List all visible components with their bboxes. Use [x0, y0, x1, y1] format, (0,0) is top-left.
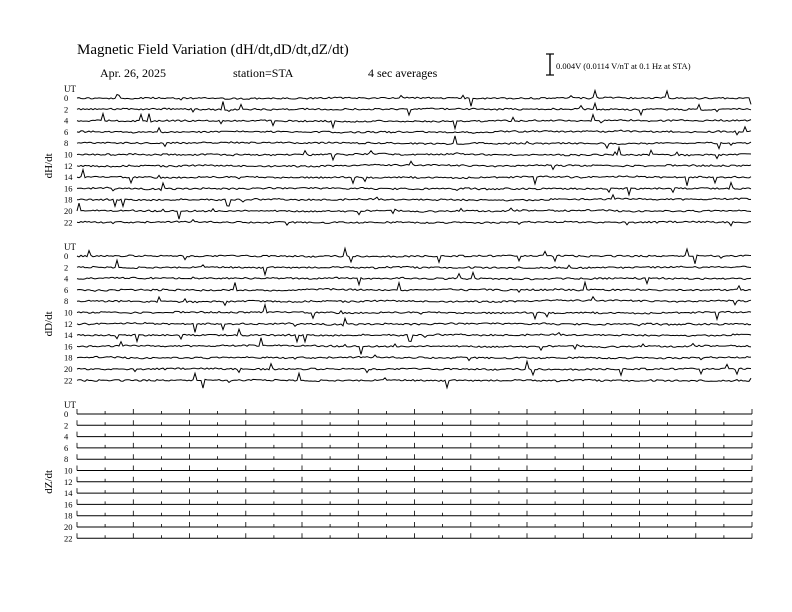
hour-ticks — [77, 488, 752, 493]
hour-ticks — [77, 522, 752, 527]
hour-label: 18 — [64, 194, 73, 205]
trace-line — [77, 127, 751, 135]
hour-label: 4 — [64, 431, 69, 442]
trace-line — [77, 136, 751, 149]
hour-ticks — [77, 409, 752, 414]
hour-label: 20 — [64, 522, 73, 532]
hour-label: 10 — [64, 307, 73, 318]
hour-label: 2 — [64, 262, 69, 273]
trace-line — [77, 272, 751, 284]
ut-label: UT — [64, 400, 76, 410]
trace-line — [77, 114, 751, 129]
chart-header — [77, 42, 691, 80]
panel-axis-label: dH/dt — [43, 153, 55, 179]
hour-label: 12 — [64, 318, 73, 329]
trace-line — [77, 260, 751, 275]
trace-line — [77, 297, 751, 306]
hour-ticks — [77, 499, 752, 504]
hour-ticks — [77, 466, 752, 471]
hour-label: 14 — [64, 488, 73, 499]
panel-dh-dt — [43, 84, 751, 227]
hour-label: 2 — [64, 420, 69, 431]
hour-label: 8 — [64, 454, 69, 465]
hour-ticks — [77, 432, 752, 437]
trace-line — [77, 203, 751, 219]
trace-line — [77, 170, 751, 186]
panel-axis-label: dZ/dt — [43, 469, 55, 494]
hour-ticks — [77, 477, 752, 482]
trace-line — [77, 373, 751, 388]
trace-line — [77, 318, 751, 332]
hour-label: 8 — [64, 296, 69, 307]
hour-label: 16 — [64, 183, 73, 194]
panel-dd-dt — [43, 242, 751, 388]
hour-label: 22 — [64, 217, 73, 228]
trace-line — [77, 161, 751, 169]
trace-line — [77, 338, 751, 355]
trace-line — [77, 220, 751, 226]
hour-label: 8 — [64, 138, 69, 149]
chart-title: Magnetic Field Variation (dH/dt,dD/dt,dZ/dt) — [77, 42, 349, 58]
hour-label: 22 — [64, 533, 73, 544]
trace-line — [77, 305, 751, 320]
hour-label: 6 — [64, 126, 69, 137]
hour-label: 18 — [64, 510, 73, 521]
hour-label: 20 — [64, 206, 73, 216]
hour-label: 20 — [64, 364, 73, 374]
hour-label: 4 — [64, 115, 69, 126]
hour-ticks — [77, 454, 752, 459]
hour-label: 14 — [64, 172, 73, 183]
hour-ticks — [77, 533, 752, 538]
ut-label: UT — [64, 242, 76, 252]
panels — [43, 84, 752, 543]
trace-line — [77, 361, 751, 375]
hour-label: 0 — [64, 409, 69, 419]
panel-axis-label: dD/dt — [43, 311, 55, 337]
hour-label: 10 — [64, 149, 73, 160]
scale-bar — [546, 54, 554, 75]
hour-label: 14 — [64, 330, 73, 341]
hour-ticks — [77, 443, 752, 448]
trace-line — [77, 355, 751, 361]
panel-dz-dt — [43, 400, 752, 543]
date-label: Apr. 26, 2025 — [100, 66, 166, 80]
trace-line — [77, 183, 751, 195]
ut-label: UT — [64, 84, 76, 94]
hour-label: 6 — [64, 284, 69, 295]
trace-line — [77, 147, 751, 160]
trace-line — [77, 91, 751, 107]
hour-label: 12 — [64, 476, 73, 487]
hour-label: 18 — [64, 352, 73, 363]
station-label: station=STA — [233, 66, 294, 80]
trace-line — [77, 282, 751, 292]
hour-label: 16 — [64, 499, 73, 510]
hour-label: 2 — [64, 104, 69, 115]
trace-line — [77, 195, 751, 207]
hour-label: 10 — [64, 465, 73, 476]
hour-label: 4 — [64, 273, 69, 284]
hour-label: 16 — [64, 341, 73, 352]
hour-label: 12 — [64, 160, 73, 171]
hour-label: 22 — [64, 375, 73, 386]
scale-bar-label: 0.004V (0.0114 V/nT at 0.1 Hz at STA) — [556, 61, 691, 71]
trace-line — [77, 102, 751, 116]
trace-line — [77, 248, 751, 263]
hour-label: 0 — [64, 93, 69, 103]
averaging-label: 4 sec averages — [368, 66, 438, 80]
hour-ticks — [77, 420, 752, 425]
hour-label: 6 — [64, 442, 69, 453]
hour-label: 0 — [64, 251, 69, 261]
hour-ticks — [77, 511, 752, 516]
trace-line — [77, 329, 751, 342]
